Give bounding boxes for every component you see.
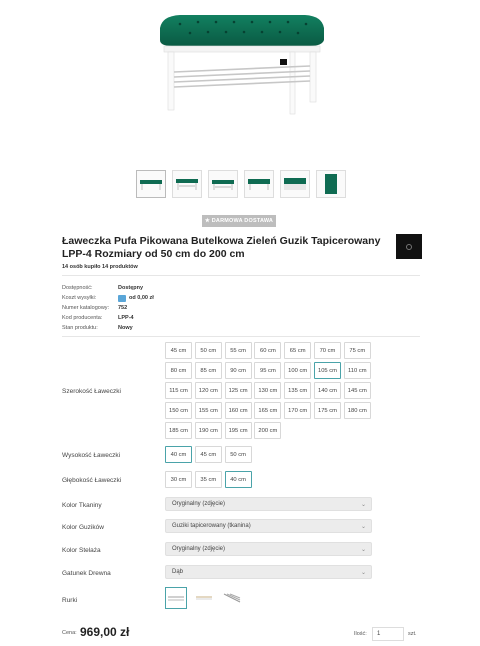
width-option[interactable]: 100 cm: [284, 362, 311, 379]
free-delivery-badge: ★ DARMOWA DOSTAWA: [202, 215, 276, 227]
height-option[interactable]: 40 cm: [165, 446, 192, 463]
chevron-down-icon: ⌄: [360, 570, 366, 576]
width-option[interactable]: 175 cm: [314, 402, 341, 419]
width-option[interactable]: 170 cm: [284, 402, 311, 419]
height-options: [165, 446, 371, 463]
width-option-label: Szerokość Ławeczki: [62, 388, 121, 395]
width-option[interactable]: 200 cm: [254, 422, 281, 439]
wood-type-label: Gatunek Drewna: [62, 570, 111, 577]
width-option[interactable]: 195 cm: [225, 422, 252, 439]
thumbnail-5[interactable]: [280, 170, 310, 198]
brand-logo[interactable]: [396, 234, 422, 259]
width-option[interactable]: 190 cm: [195, 422, 222, 439]
quantity-label: Ilość:: [354, 631, 367, 637]
width-option[interactable]: 180 cm: [344, 402, 371, 419]
quantity-unit: szt.: [408, 631, 417, 637]
shipping-row: [62, 293, 154, 303]
chevron-down-icon: ⌄: [360, 524, 366, 530]
width-option[interactable]: 50 cm: [195, 342, 222, 359]
depth-option[interactable]: 35 cm: [195, 471, 222, 488]
availability-row: [62, 283, 154, 293]
depth-option-label: Głębokość Ławeczki: [62, 477, 122, 484]
quantity-input[interactable]: 1: [372, 627, 404, 641]
width-option[interactable]: 55 cm: [225, 342, 252, 359]
height-option[interactable]: 50 cm: [225, 446, 252, 463]
width-option[interactable]: 65 cm: [284, 342, 311, 359]
width-options: [165, 342, 371, 439]
width-option[interactable]: 145 cm: [344, 382, 371, 399]
width-option[interactable]: 135 cm: [284, 382, 311, 399]
width-option[interactable]: 95 cm: [254, 362, 281, 379]
width-option[interactable]: 130 cm: [254, 382, 281, 399]
producer-code-row: [62, 313, 154, 323]
width-option[interactable]: 185 cm: [165, 422, 192, 439]
width-option[interactable]: 150 cm: [165, 402, 192, 419]
fabric-color-label: Kolor Tkaniny: [62, 502, 102, 509]
tube-options: [165, 587, 243, 609]
availability-value: Dostępny: [118, 285, 144, 291]
catalog-number-label: Numer katalogowy:: [62, 305, 110, 311]
width-option[interactable]: 140 cm: [314, 382, 341, 399]
width-option[interactable]: 45 cm: [165, 342, 192, 359]
divider: [62, 275, 420, 276]
width-option[interactable]: 105 cm: [314, 362, 341, 379]
tube-option-1[interactable]: [165, 587, 187, 609]
width-option[interactable]: 125 cm: [225, 382, 252, 399]
product-main-image[interactable]: [150, 6, 330, 118]
width-option[interactable]: 160 cm: [225, 402, 252, 419]
width-option[interactable]: 60 cm: [254, 342, 281, 359]
tube-option-3[interactable]: [221, 587, 243, 609]
depth-option[interactable]: 40 cm: [225, 471, 252, 488]
thumbnail-strip: [136, 170, 346, 198]
width-option[interactable]: 110 cm: [344, 362, 371, 379]
condition-label: Stan produktu:: [62, 325, 98, 331]
availability-label: Dostępność:: [62, 285, 93, 291]
width-option[interactable]: 155 cm: [195, 402, 222, 419]
width-option[interactable]: 120 cm: [195, 382, 222, 399]
shipping-label: Koszt wysyłki:: [62, 295, 97, 301]
divider: [62, 336, 420, 337]
frame-color-select[interactable]: [165, 542, 372, 556]
tube-option-2[interactable]: [193, 587, 215, 609]
fabric-color-select[interactable]: [165, 497, 372, 511]
frame-color-label: Kolor Stelaża: [62, 547, 101, 554]
product-title: Ławeczka Pufa Pikowana Butelkowa Zieleń Guzik Tapicerowany LPP-4 Rozmiary od 50 cm do 200 cm: [62, 235, 381, 260]
producer-code-value: LPP-4: [118, 315, 134, 321]
catalog-number-row: [62, 303, 154, 313]
catalog-number-value: 752: [118, 305, 128, 311]
width-option[interactable]: 80 cm: [165, 362, 192, 379]
width-option[interactable]: 70 cm: [314, 342, 341, 359]
wood-type-select[interactable]: [165, 565, 372, 579]
width-option[interactable]: 85 cm: [195, 362, 222, 379]
button-color-label: Kolor Guzików: [62, 524, 104, 531]
condition-row: [62, 323, 154, 333]
fabric-color-value: Oryginalny (zdjęcie): [172, 501, 226, 507]
condition-value: Nowy: [118, 325, 133, 331]
shipping-value: od 0,00 zł: [129, 295, 154, 301]
tubes-label: Rurki: [62, 597, 78, 604]
width-option[interactable]: 90 cm: [225, 362, 252, 379]
height-option-label: Wysokość Ławeczki: [62, 452, 121, 459]
chevron-down-icon: ⌄: [360, 547, 366, 553]
thumbnail-2[interactable]: [172, 170, 202, 198]
button-color-value: Guziki tapicerowany (tkanina): [172, 523, 251, 529]
sold-count: 14 osób kupiło 14 produktów: [62, 264, 138, 270]
height-option[interactable]: 45 cm: [195, 446, 222, 463]
thumbnail-1[interactable]: [136, 170, 166, 198]
producer-code-label: Kod producenta:: [62, 315, 103, 321]
wood-type-value: Dąb: [172, 569, 184, 575]
button-color-select[interactable]: [165, 519, 372, 533]
price-value: 969,00 zł: [80, 625, 130, 639]
shipping-icon[interactable]: [118, 295, 126, 302]
thumbnail-3[interactable]: [208, 170, 238, 198]
thumbnail-4[interactable]: [244, 170, 274, 198]
thumbnail-6[interactable]: [316, 170, 346, 198]
width-option[interactable]: 115 cm: [165, 382, 192, 399]
width-option[interactable]: 75 cm: [344, 342, 371, 359]
price-label: Cena:: [62, 630, 77, 636]
width-option[interactable]: 165 cm: [254, 402, 281, 419]
depth-options: [165, 471, 371, 488]
depth-option[interactable]: 30 cm: [165, 471, 192, 488]
chevron-down-icon: ⌄: [360, 502, 366, 508]
frame-color-value: Oryginalny (zdjęcie): [172, 546, 226, 552]
product-info: [62, 283, 154, 333]
